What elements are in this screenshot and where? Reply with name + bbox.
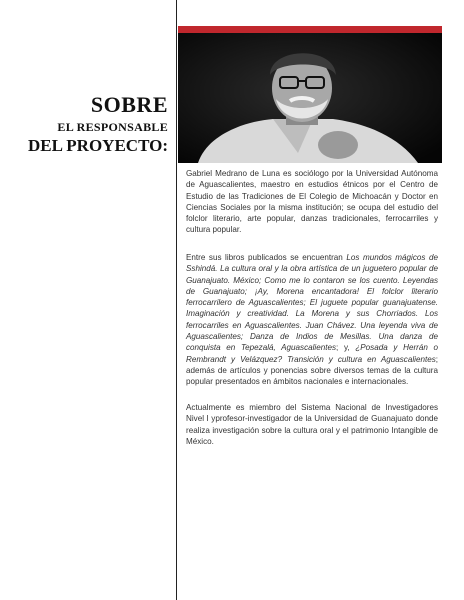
author-photo <box>178 33 442 163</box>
publications-intro: Entre sus libros publicados se encuentran <box>186 253 347 262</box>
current-position-text: Actualmente es miembro del Sistema Nacional de Investigadores Nivel I yprofesor-investigador de la Universidad de Guanajuato donde realiza investigación sobre la cultura oral y el patrimonio Intangible de México. <box>186 403 438 446</box>
current-position-paragraph <box>186 402 438 447</box>
accent-bar <box>178 26 442 33</box>
publications-outro: ; además de artículos y ponencias sobre diversos temas de la cultura popular presentados en ámbitos nacionales e internacionales. <box>186 354 438 387</box>
publications-title-last: ¿Posada y Herrán o Rembrandt y Velázquez? Transición y cultura en Aguascalientes <box>186 343 438 364</box>
heading-responsable: EL RESPONSABLE <box>57 120 168 134</box>
publications-text <box>186 252 438 388</box>
bio-paragraph <box>186 168 438 236</box>
publications-titles: Los mundos mágicos de Sshindá. La cultura oral y la obra artística de un juguetero popular de Guanajuato. México; Como me lo contaron se los cuento. Leyendas de Guanajuato; ¡Ay, Morena encantadora! El folclor literario ferrocarrilero de Aguascalientes; El juguete popular guanajuatense. Imaginación y creatividad. La Morena y sus Chorriados. Los ferrocarriles en Aguascalientes. Juan Chávez. Una leyenda viva de Aguascalientes; Danza de Indios de Mesillas. Una danza de conquista en Tepezalá, Aguascalientes <box>186 253 438 353</box>
publications-paragraph <box>186 252 438 388</box>
bio-text: Gabriel Medrano de Luna es sociólogo por la Universidad Autónoma de Aguascalientes, maestro en estudios étnicos por el Centro de Estudio de las Tradiciones de El Colegio de Michoacán y Doctor en Ciencias Sociales por la misma institución; se ocupa del estudio del folclor literario, arte popular, danzas tradicionales, ferrocarriles y cultura popular. <box>186 169 438 235</box>
vertical-rule <box>176 0 177 600</box>
heading-proyecto: DEL PROYECTO: <box>28 136 168 155</box>
publications-connector: ; y, <box>336 343 356 353</box>
heading-sobre: SOBRE <box>90 92 168 117</box>
